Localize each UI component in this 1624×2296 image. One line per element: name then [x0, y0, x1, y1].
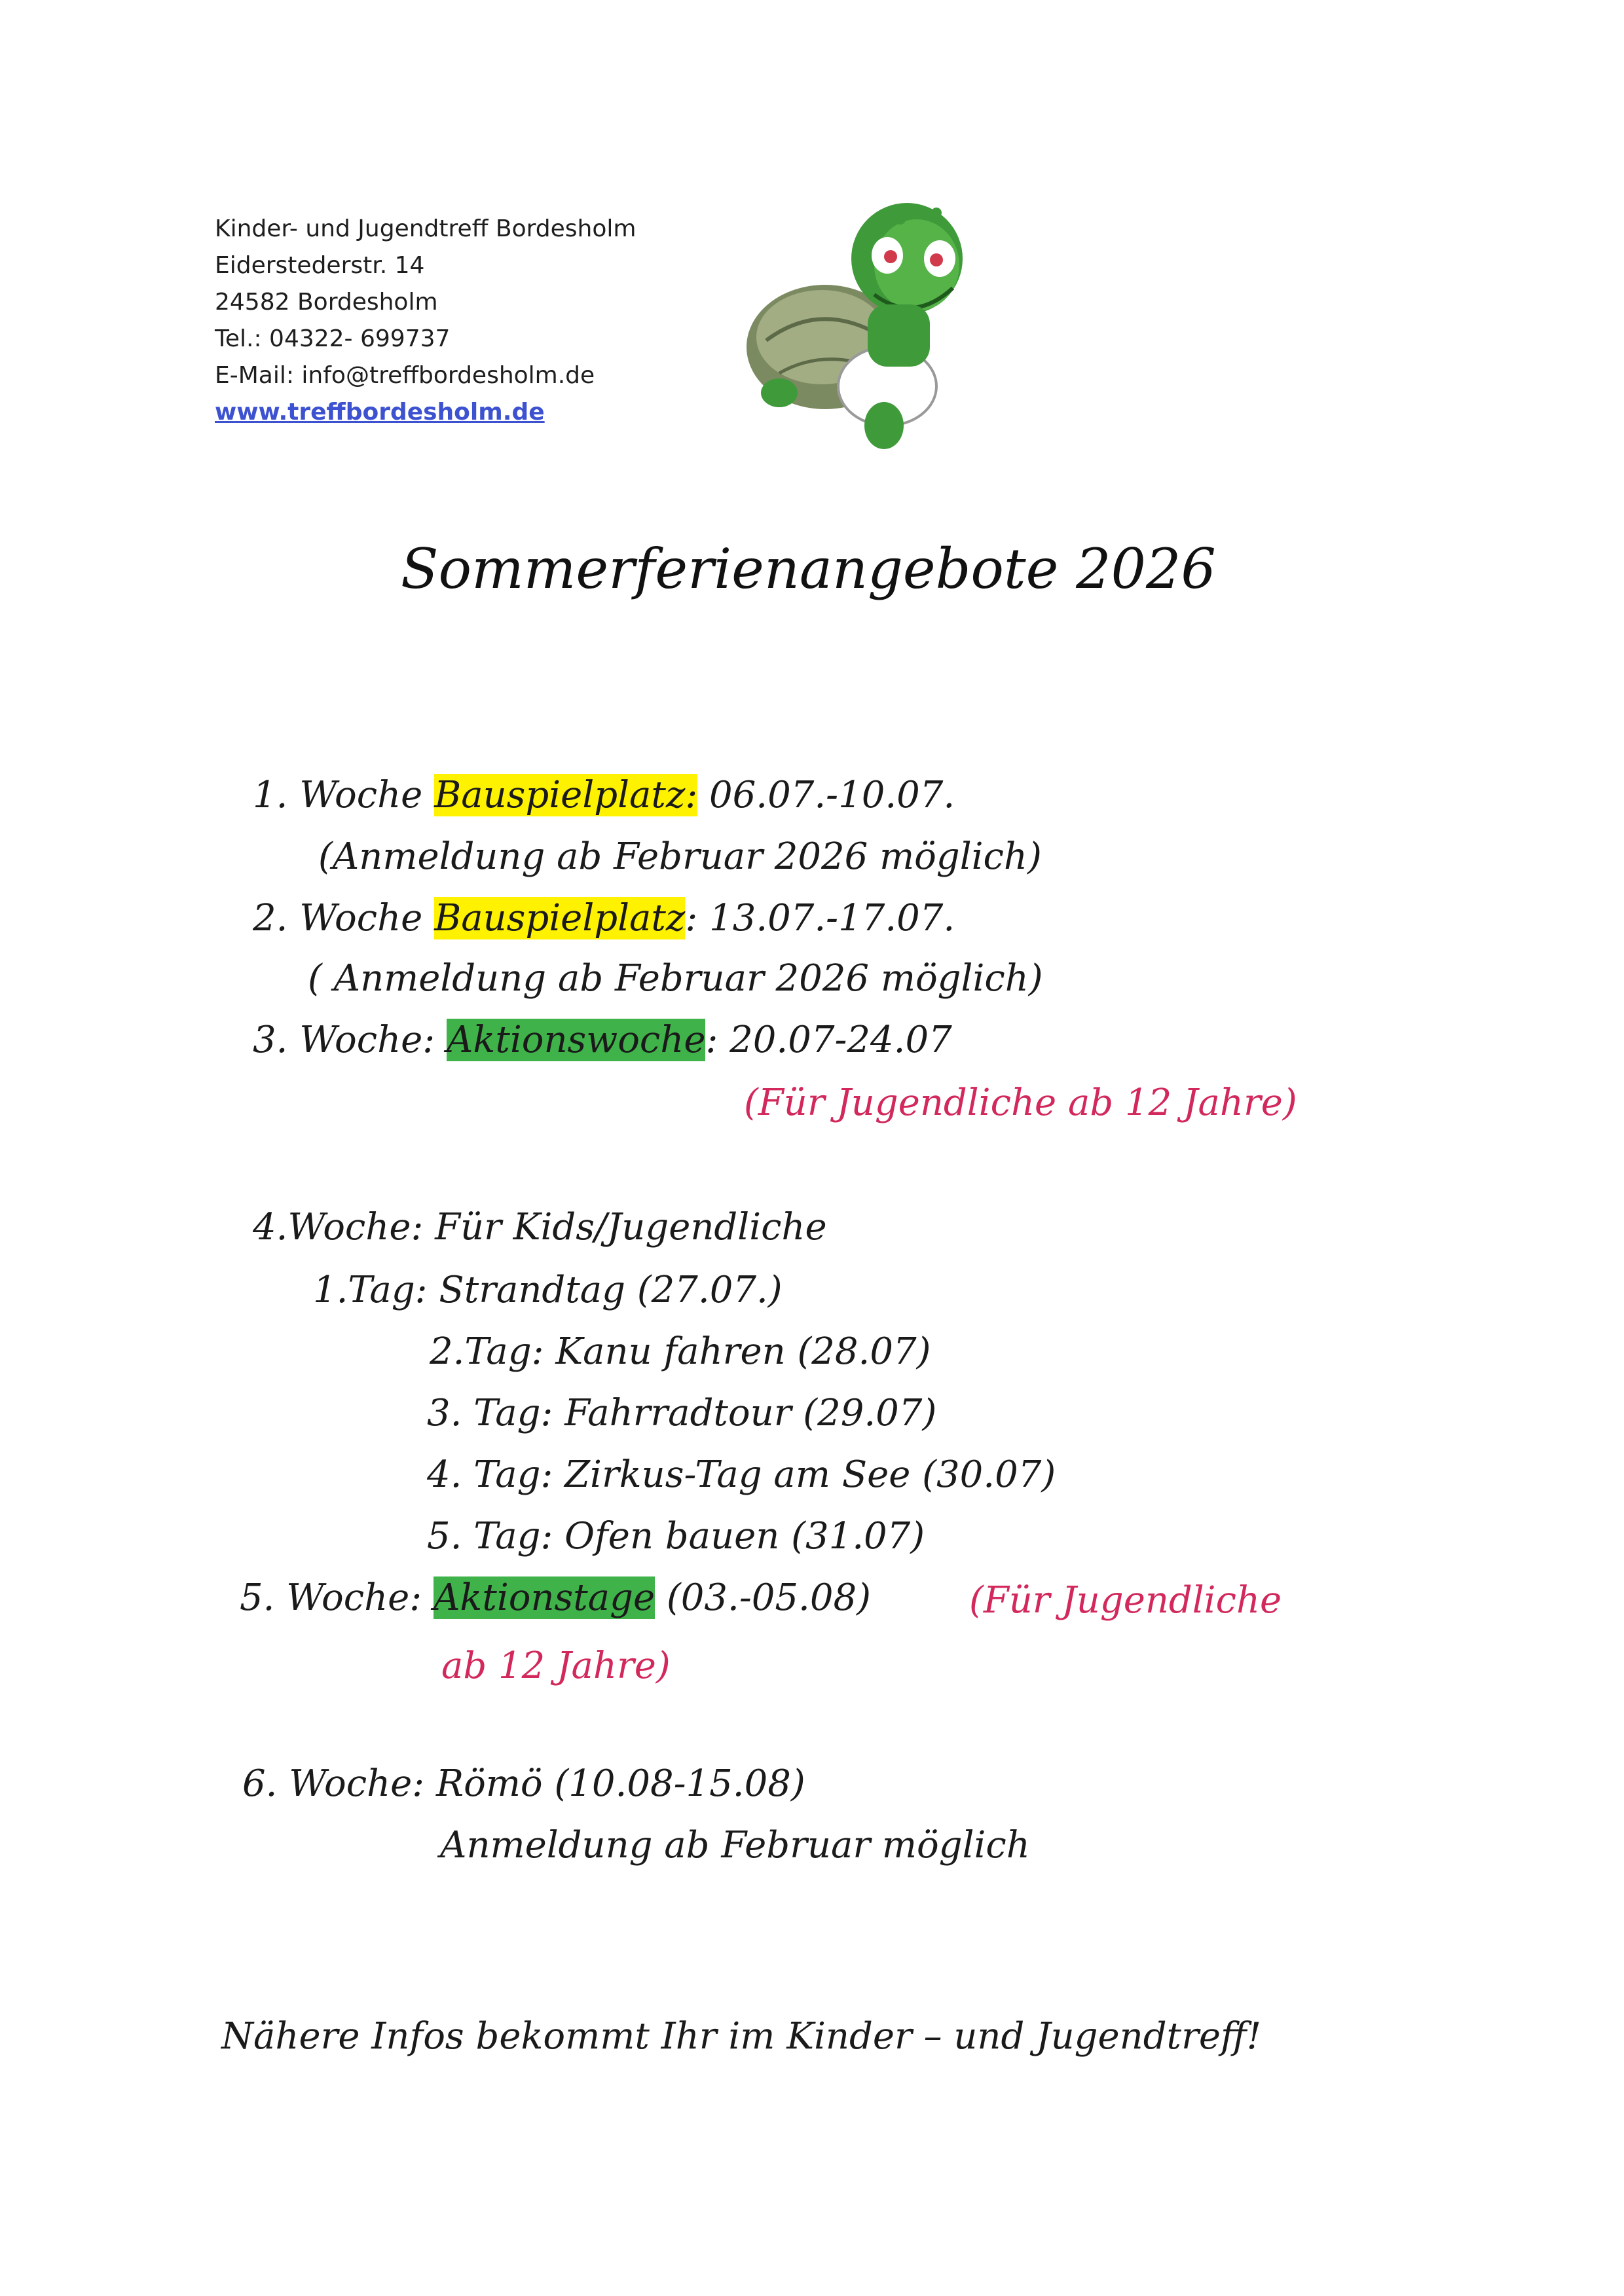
week-3-note: (Für Jugendliche ab 12 Jahre) [744, 1082, 1297, 1124]
week-4-day-3: 3. Tag: Fahrradtour (29.07) [427, 1392, 937, 1434]
week-5-label: 5. Woche: [240, 1576, 434, 1619]
week-5-highlight: Aktionstage [433, 1576, 655, 1619]
week-1-note: (Anmeldung ab Februar 2026 möglich) [318, 835, 1042, 878]
week-4-day-2: 2.Tag: Kanu fahren (28.07) [430, 1330, 931, 1373]
week-1-label: 1. Woche [253, 774, 435, 816]
week-6-note: Anmeldung ab Februar möglich [440, 1824, 1030, 1867]
website-link[interactable]: www.treffbordesholm.de [215, 399, 545, 426]
city: 24582 Bordesholm [215, 289, 438, 316]
week-5-note-a: (Für Jugendliche [969, 1579, 1282, 1622]
week-6-line: 6. Woche: Römö (10.08-15.08) [242, 1762, 805, 1805]
week-1-highlight: Bauspielplatz: [434, 774, 698, 816]
week-2-label: 2. Woche [253, 897, 435, 939]
week-2-note: ( Anmeldung ab Februar 2026 möglich) [308, 957, 1043, 1000]
footer-note: Nähere Infos bekommt Ihr im Kinder – und Jugendtreff! [221, 2015, 1262, 2058]
week-4-day-5: 5. Tag: Ofen bauen (31.07) [427, 1515, 925, 1558]
week-3-highlight: Aktionswoche [446, 1019, 706, 1061]
street: Eiderstederstr. 14 [215, 252, 425, 279]
week-3-dates: : 20.07-24.07 [705, 1019, 952, 1061]
phone: Tel.: 04322- 699737 [215, 325, 451, 352]
email: E-Mail: info@treffbordesholm.de [215, 362, 595, 389]
week-2-highlight: Bauspielplatz [434, 897, 686, 939]
week-5-note-b: ab 12 Jahre) [441, 1645, 671, 1687]
week-4-heading: 4.Woche: Für Kids/Jugendliche [253, 1206, 827, 1248]
week-1-line [253, 774, 955, 816]
address-block [215, 211, 636, 431]
week-2-line [253, 897, 955, 939]
page-title: Sommerferienangebote 2026 [401, 537, 1216, 601]
week-3-label: 3. Woche: [253, 1019, 447, 1061]
week-1-dates: 06.07.-10.07. [697, 774, 955, 816]
week-4-day-4: 4. Tag: Zirkus-Tag am See (30.07) [427, 1453, 1056, 1496]
week-4-day-1: 1.Tag: Strandtag (27.07.) [313, 1269, 783, 1311]
week-5-dates: (03.-05.08) [655, 1576, 871, 1619]
week-2-dates: : 13.07.-17.07. [685, 897, 955, 939]
turtle-logo [740, 183, 989, 458]
week-5-line [240, 1576, 871, 1619]
week-3-line [253, 1019, 952, 1061]
org-name: Kinder- und Jugendtreff Bordesholm [215, 215, 637, 242]
